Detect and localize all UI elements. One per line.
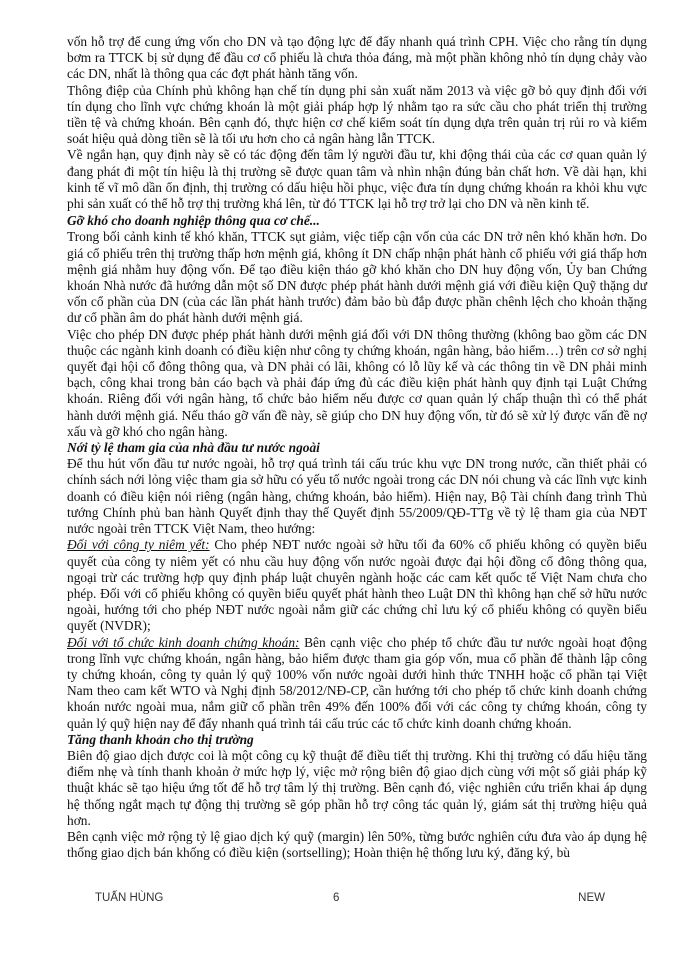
paragraph-lead: Đối với tổ chức kinh doanh chứng khoán: — [67, 634, 300, 650]
paragraph — [67, 537, 647, 634]
paragraph-lead: Đối với công ty niêm yết: — [67, 537, 210, 553]
paragraph: vốn hỗ trợ để cung ứng vốn cho DN và tạo động lực để đẩy nhanh quá trình CPH. Việc cho rằng tín dụng bơm ra TTCK bị sử dụng để đầu cơ cổ phiếu là chưa thỏa đáng, mà một phần không nhỏ tín dụng chảy vào các DN, nhất là thông qua các đợt phát hành tăng vốn. — [67, 34, 647, 82]
page-number: 6 — [333, 892, 340, 904]
paragraph-text: Cho phép NĐT nước ngoài sở hữu tối đa 60% cổ phiếu không có quyền biểu quyết của công ty niêm yết có nhu cầu huy động vốn nước ngoài được đại hội đồng cổ đông thông qua, ngoại trừ các trường hợp quy định pháp luật chuyên ngành hoặc các cam kết quốc tế Việt Nam chưa cho phép. Đối với cổ phiếu không có quyền biểu quyết phát hành theo Luật DN thì không hạn chế sở hữu nước ngoài, hướng tới cho phép NĐT nước ngoài nắm giữ các chứng chỉ lưu ký cổ phiếu không có quyền biểu quyết (NVDR); — [67, 537, 647, 634]
document-body — [67, 34, 647, 861]
paragraph: Để thu hút vốn đầu tư nước ngoài, hỗ trợ quá trình tái cấu trúc khu vực DN trong nước, cần thiết phải có chính sách nới lỏng việc tham gia sở hữu có yếu tố nước ngoài trong các DN nói chung và các lĩnh vực kinh doanh có điều kiện nói riêng (ngân hàng, chứng khoán, bảo hiểm). Hiện nay, Bộ Tài chính đang trình Thủ tướng Chính phủ ban hành Quyết định thay thế Quyết định 55/2009/QĐ-TTg về tỷ lệ tham gia của NĐT nước ngoài trên TTCK Việt Nam, theo hướng: — [67, 456, 647, 537]
paragraph: Việc cho phép DN được phép phát hành dưới mệnh giá đối với DN thông thường (không bao gồm các DN thuộc các ngành kinh doanh có điều kiện như công ty chứng khoán, ngân hàng, bảo hiểm…) trên cơ sở nghị quyết đại hội cổ đông thông qua, và DN phải có lãi, không có lỗ lũy kế và các thông tin về DN phải minh bạch, công khai trong bản cáo bạch và phải đáp ứng đủ các điều kiện phát hành quy định tại Luật Chứng khoán. Riêng đối với ngân hàng, tổ chức bảo hiểm nếu được cơ quan quản lý chấp thuận thì có thể phát hành dưới mệnh giá. Nếu tháo gỡ vấn đề này, sẽ giúp cho DN huy động vốn, từ đó sẽ xử lý được vấn đề nợ xấu và gỡ khó cho ngân hàng. — [67, 326, 647, 439]
section-heading: Nới tỷ lệ tham gia của nhà đầu tư nước ngoài — [67, 440, 320, 456]
paragraph — [67, 635, 647, 732]
section-heading: Gỡ khó cho doanh nghiệp thông qua cơ chế... — [67, 213, 320, 229]
paragraph: Bên cạnh việc mở rộng tỷ lệ giao dịch ký quỹ (margin) lên 50%, từng bước nghiên cứu đưa vào áp dụng hệ thống giao dịch bán khống có điều kiện (sortselling); Hoàn thiện hệ thống lưu ký, đăng ký, bù — [67, 828, 647, 861]
paragraph: Biên độ giao dịch được coi là một công cụ kỹ thuật để điều tiết thị trường. Khi thị trường có dấu hiệu tăng điểm nhẹ và tính thanh khoản ở mức hợp lý, việc mở rộng biên độ giao dịch cùng với một số giải pháp kỹ thuật khác sẽ tạo hiệu ứng tốt để hỗ trợ tâm lý thị trường. Bên cạnh đó, việc nghiên cứu triển khai áp dụng hệ thống ngắt mạch tự động thị trường sẽ góp phần hỗ trợ công tác quản lý, giám sát thị trường hiệu quả hơn. — [67, 747, 647, 828]
paragraph-text: Bên cạnh việc cho phép tổ chức đầu tư nước ngoài hoạt động trong lĩnh vực chứng khoán, ngân hàng, bảo hiểm được tham gia góp vốn, mua cổ phần để thành lập công ty chứng khoán, công ty quản lý quỹ 100% vốn nước ngoài dưới hình thức TNHH hoặc cổ phần tại Việt Nam theo cam kết WTO và Nghị định 58/2012/NĐ-CP, cần hướng tới cho phép tổ chức kinh doanh chứng khoán nước ngoài mua, nắm giữ cổ phần trên 49% đến 100% đối với các công ty chứng khoán, công ty quản lý quỹ hiện nay để đẩy nhanh quá trình tái cấu trúc các tổ chức kinh doanh chứng khoán. — [67, 634, 647, 731]
paragraph: Về ngắn hạn, quy định này sẽ có tác động đến tâm lý người đầu tư, khi động thái của các cơ quan quản lý đang phát đi một tín hiệu là thị trường sẽ được quan tâm và nhìn nhận đúng bản chất hơn. Về dài hạn, khi kinh tế vĩ mô dần ổn định, thị trường có dấu hiệu hồi phục, việc đưa tín dụng chứng khoán ra khỏi khu vực phi sản xuất có thể hỗ trợ thị trường khá lên, từ đó TTCK lại hỗ trợ trở lại cho DN và nền kinh tế. — [67, 147, 647, 212]
footer-author: TUẤN HÙNG — [95, 892, 164, 904]
section-heading: Tăng thanh khoản cho thị trường — [67, 731, 254, 747]
footer-tag: NEW — [578, 892, 605, 904]
paragraph: Thông điệp của Chính phủ không hạn chế tín dụng phi sản xuất năm 2013 và việc gỡ bỏ quy định đối với tín dụng cho lĩnh vực chứng khoán là một giải pháp hợp lý nhằm tạo ra sức cầu cho phát triển thị trường tiền tệ và chứng khoán. Bên cạnh đó, thực hiện cơ chế kiểm soát tín dụng dựa trên quản trị rủi ro và kiểm soát hiệu quả dòng tiền sẽ là tối ưu hơn cho cả ngân hàng lẫn TTCK. — [67, 82, 647, 147]
paragraph: Trong bối cảnh kinh tế khó khăn, TTCK sụt giảm, việc tiếp cận vốn của các DN trở nên khó khăn hơn. Do giá cổ phiếu trên thị trường thấp hơn mệnh giá, không ít DN chấp nhận phát hành cổ phiếu với giá thấp hơn mệnh giá nhằm huy động vốn. Để tạo điều kiện tháo gỡ khó khăn cho DN huy động vốn, Ủy ban Chứng khoán Nhà nước đã hướng dẫn một số DN được phép phát hành dưới mệnh giá với điều kiện Quỹ thặng dư vốn cổ phần của DN (của các lần phát hành trước) đảm bảo bù đắp được phần chênh lệch cho khoản thặng dư cổ phần âm do phát hành dưới mệnh giá. — [67, 229, 647, 326]
